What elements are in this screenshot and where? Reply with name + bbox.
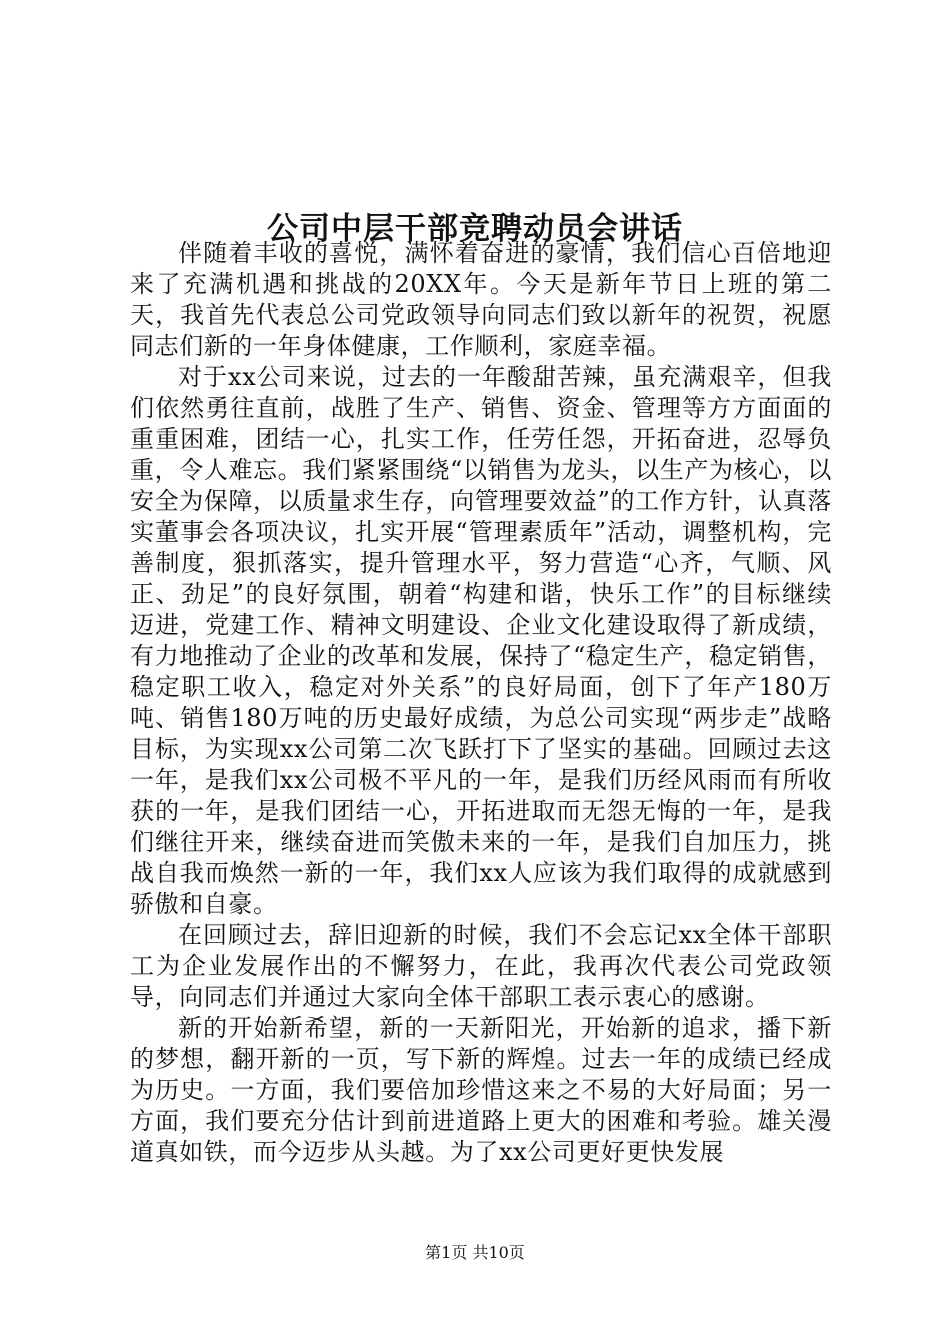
document-body <box>130 238 832 1168</box>
page-number-footer: 第1页 共10页 <box>425 1243 525 1262</box>
paragraph: 对于xx公司来说，过去的一年酸甜苦辣，虽充满艰辛，但我们依然勇往直前，战胜了生产、销售、资金、管理等方方面面的重重困难，团结一心，扎实工作，任劳任怨，开拓奋进，忍辱负重，令人难忘。我们紧紧围绕“以销售为龙头，以生产为核心，以安全为保障，以质量求生存，向管理要效益”的工作方针，认真落实董事会各项决议，扎实开展“管理素质年”活动，调整机构，完善制度，狠抓落实，提升管理水平，努力营造“心齐，气顺、风正、劲足”的良好氛围，朝着“构建和谐，快乐工作”的目标继续迈进，党建工作、精神文明建设、企业文化建设取得了新成绩，有力地推动了企业的改革和发展，保持了“稳定生产，稳定销售，稳定职工收入，稳定对外关系”的良好局面，创下了年产180万吨、销售180万吨的历史最好成绩，为总公司实现“两步走”战略目标，为实现xx公司第二次飞跃打下了坚实的基础。回顾过去这一年，是我们xx公司极不平凡的一年，是我们历经风雨而有所收获的一年，是我们团结一心，开拓进取而无怨无悔的一年，是我们继往开来，继续奋进而笑傲未来的一年，是我们自加压力，挑战自我而焕然一新的一年，我们xx人应该为我们取得的成就感到骄傲和自豪。 <box>130 363 832 918</box>
paragraph: 新的开始新希望，新的一天新阳光，开始新的追求，播下新的梦想，翻开新的一页，写下新的辉煌。过去一年的成绩已经成为历史。一方面，我们要倍加珍惜这来之不易的大好局面；另一方面，我们要充分估计到前进道路上更大的困难和考验。雄关漫道真如铁，而今迈步从头越。为了xx公司更好更快发展 <box>130 1014 832 1166</box>
paragraph: 在回顾过去，辞旧迎新的时候，我们不会忘记xx全体干部职工为企业发展作出的不懈努力，在此，我再次代表公司党政领导，向同志们并通过大家向全体干部职工表示衷心的感谢。 <box>130 921 832 1011</box>
page-title: 公司中层干部竞聘动员会讲话 <box>267 210 683 247</box>
paragraph: 伴随着丰收的喜悦，满怀着奋进的豪情，我们信心百倍地迎来了充满机遇和挑战的20XX年。今天是新年节日上班的第二天，我首先代表总公司党政领导向同志们致以新年的祝贺，祝愿同志们新的一年身体健康，工作顺利，家庭幸福。 <box>130 239 832 360</box>
